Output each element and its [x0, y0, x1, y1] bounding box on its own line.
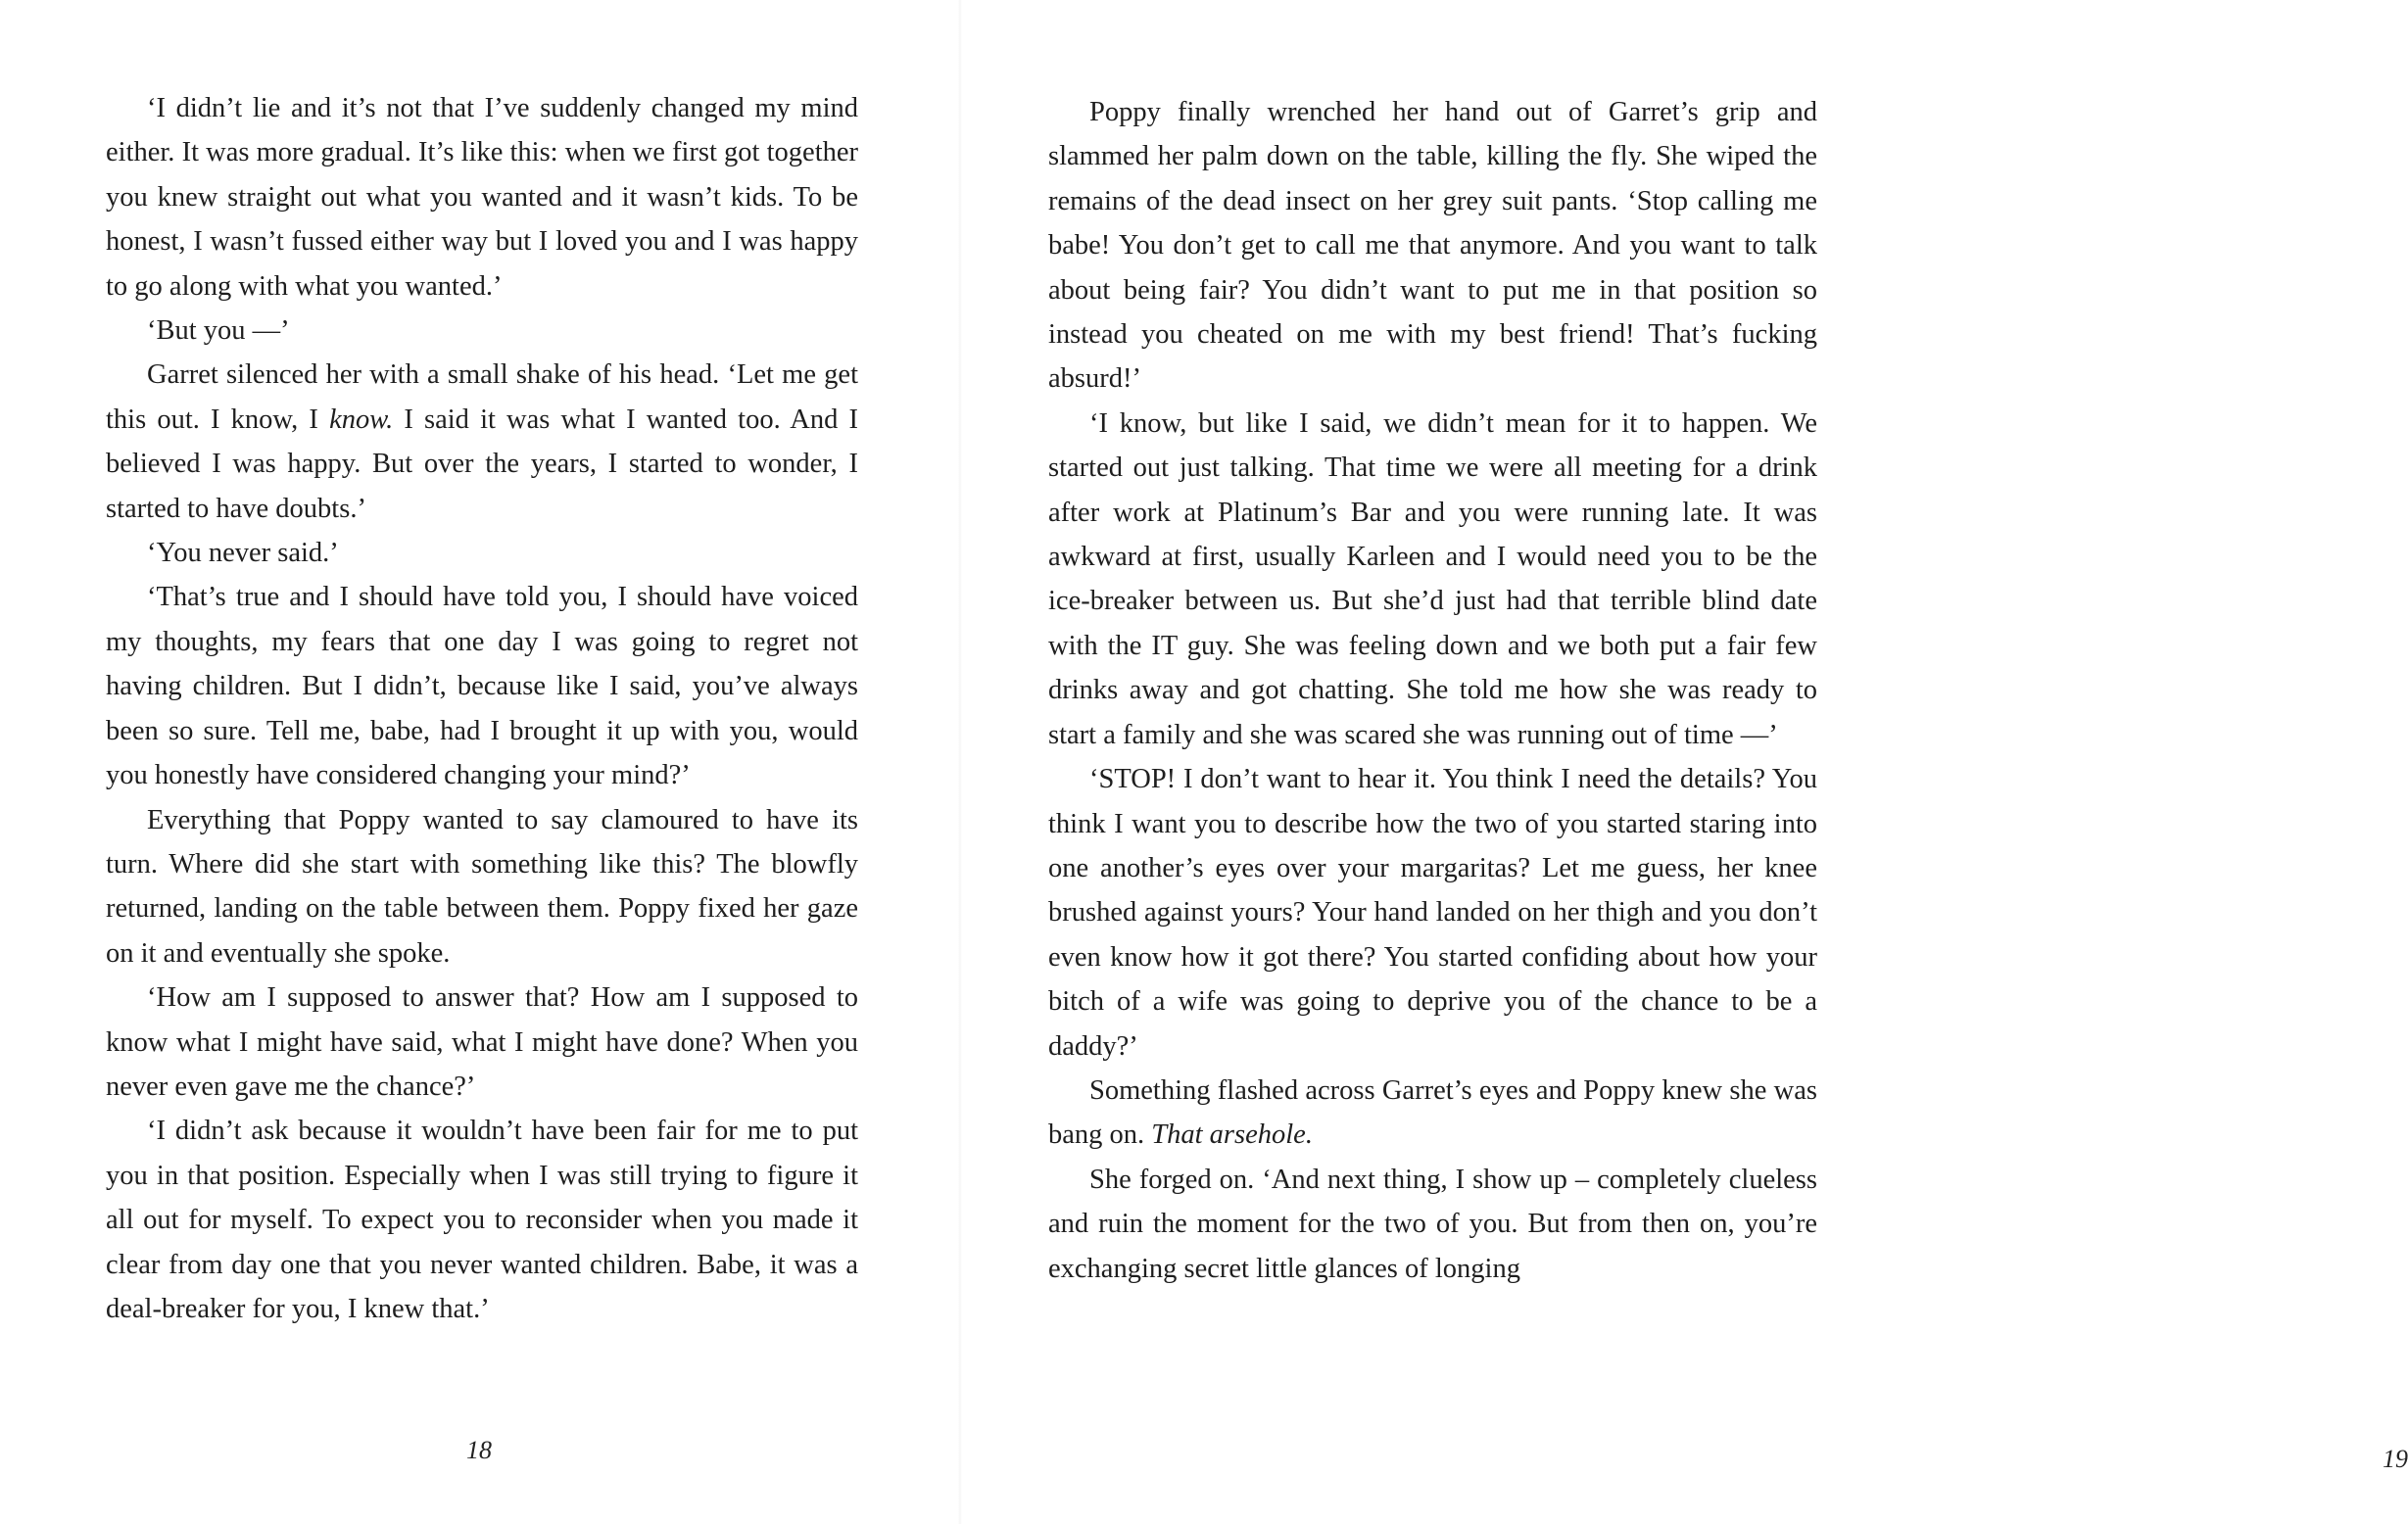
paragraph: ‘But you —’ — [147, 315, 290, 347]
paragraph: She forged on. ‘And next thing, I show up – completely clueless and ruin the moment for the two of you. But from then on, you’re exchanging secret little glances of longing — [1048, 1164, 1817, 1284]
emphasis-text: That arsehole. — [1151, 1119, 1313, 1151]
paragraph: Poppy finally wrenched her hand out of Garret’s grip and slammed her palm down on the table, killing the fly. She wiped the remains of the dead insect on her grey suit pants. ‘Stop calling me babe! You don’t get to call me that anymore. And you want to talk about being fair? You didn’t want to put me in that position so instead you cheated on me with my best friend! That’s fucking absurd!’ — [1048, 97, 1817, 395]
paragraph: ‘You never said.’ — [147, 538, 339, 569]
page-number: 19 — [2383, 1445, 2408, 1473]
paragraph-text: Garret silenced her with a small shake of his head. ‘Let me get this out. I know, I — [106, 359, 858, 435]
page-number: 18 — [466, 1436, 492, 1464]
right-page — [960, 0, 2408, 1524]
paragraph-text: I said it was what I wanted too. And I believed I was happy. But over the years, I started to wonder, I started to have doubts.’ — [106, 404, 859, 524]
left-page — [0, 0, 960, 1524]
left-page-text — [106, 86, 858, 1331]
right-page-text — [1048, 90, 1817, 1291]
emphasis-text: know. — [329, 404, 394, 435]
paragraph-text: Something flashed across Garret’s eyes and Poppy knew she was bang on. — [1048, 1074, 1817, 1151]
paragraph: Everything that Poppy wanted to say clamoured to have its turn. Where did she start with something like this? The blowfly returned, landing on the table between them. Poppy fixed her gaze on it and eventually she spoke. — [106, 804, 858, 969]
paragraph: ‘I didn’t lie and it’s not that I’ve suddenly changed my mind either. It was more gradual. It’s like this: when we first got together you knew straight out what you wanted and it wasn’t kids. To be honest, I wasn’t fussed either way but I loved you and I was happy to go along with what you wanted.’ — [106, 93, 858, 302]
paragraph: ‘That’s true and I should have told you, I should have voiced my thoughts, my fears that one day I was going to regret not having children. But I didn’t, because like I said, you’ve always been so sure. Tell me, babe, had I brought it up with you, would you honestly have considered changing your mind?’ — [106, 582, 858, 791]
paragraph — [1048, 1069, 1817, 1158]
paragraph: ‘STOP! I don’t want to hear it. You think I need the details? You think I want you to describe how the two of you started staring into one another’s eyes over your margaritas? Let me guess, her knee brushed against yours? Your hand landed on her thigh and you don’t even know how it got there? You started confiding about how your bitch of a wife was going to deprive you of the chance to be a daddy?’ — [1048, 764, 1817, 1062]
paragraph: ‘I didn’t ask because it wouldn’t have been fair for me to put you in that position. Especially when I was still trying to figure it all out for myself. To expect you to reconsider when you made it clear from day one that you never wanted children. Babe, it was a deal-breaker for you, I knew that.’ — [106, 1116, 858, 1324]
paragraph: ‘I know, but like I said, we didn’t mean for it to happen. We started out just talking. That time we were all meeting for a drink after work at Platinum’s Bar and you were running late. It was awkward at first, usually Karleen and I would need you to be the ice-breaker between us. But she’d just had that terrible blind date with the IT guy. She was feeling down and we both put a fair few drinks away and got chatting. She told me how she was ready to start a family and she was scared she was running out of time —’ — [1048, 407, 1817, 750]
paragraph: ‘How am I supposed to answer that? How am I supposed to know what I might have said, what I might have done? When you never even gave me the chance?’ — [106, 982, 858, 1102]
paragraph — [106, 353, 858, 531]
